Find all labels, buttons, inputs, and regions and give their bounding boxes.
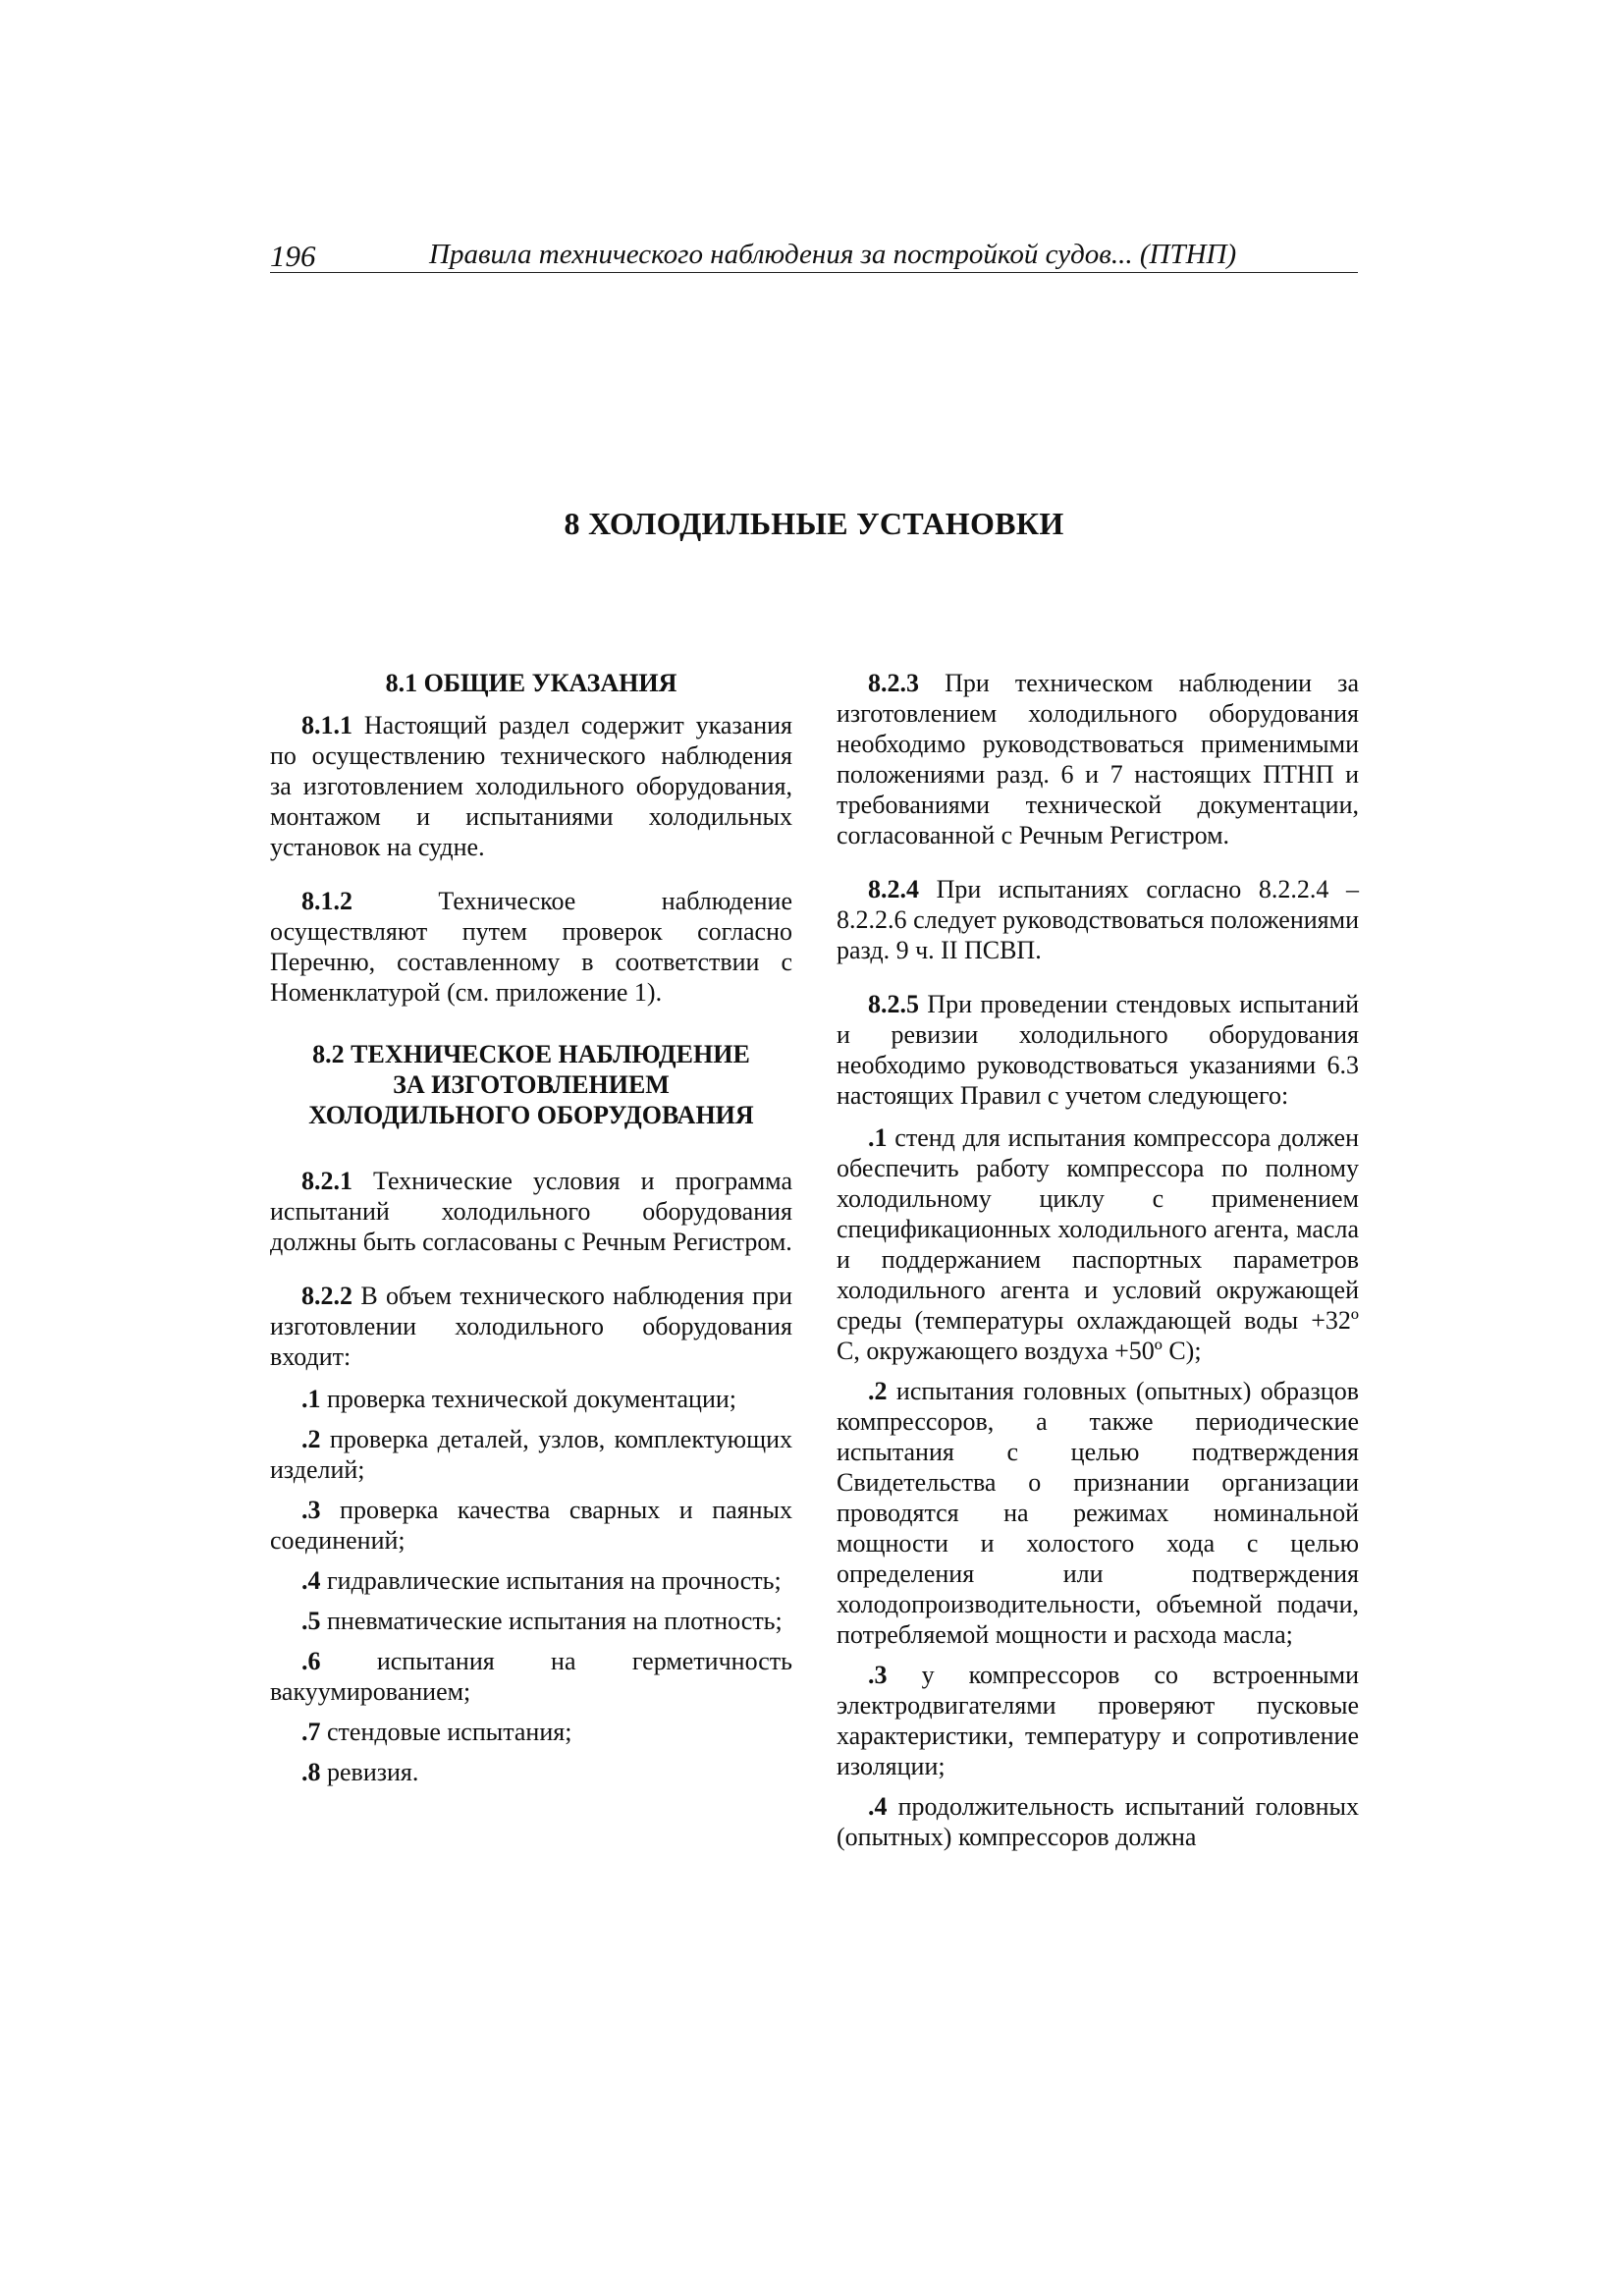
item-text: испытания на герметичность вакуумированием; [270, 1647, 792, 1706]
list-item [270, 1565, 792, 1596]
item-number: .3 [868, 1661, 888, 1689]
list-item [270, 1606, 792, 1636]
item-text: ревизия. [320, 1758, 419, 1786]
list-item [270, 1757, 792, 1787]
list-item [270, 1495, 792, 1556]
item-number: .2 [301, 1425, 321, 1453]
clause-text: Настоящий раздел содержит указания по осуществлению технического наблюдения за изготовлением холодильного оборудования, монтажом и испытаниями холодильных установок на судне. [270, 711, 792, 861]
item-number: .6 [301, 1647, 321, 1675]
list-item [837, 1791, 1359, 1852]
section-heading-8-2 [270, 1039, 792, 1130]
clause-number: 8.2.4 [868, 875, 919, 903]
item-number: .4 [301, 1566, 321, 1595]
heading-line: ЗА ИЗГОТОВЛЕНИЕМ [393, 1070, 670, 1099]
clause-number: 8.2.3 [868, 669, 919, 697]
clause-text: Технические условия и программа испытаний холодильного оборудования должны быть согласованы с Речным Регистром. [270, 1167, 792, 1256]
list-item [837, 1660, 1359, 1781]
page-header [270, 239, 1358, 273]
item-text: продолжительность испытаний головных (опытных) компрессоров должна [837, 1792, 1359, 1851]
item-number: .4 [868, 1792, 888, 1821]
item-text: у компрессоров со встроенными электродвигателями проверяют пусковые характеристики, температуру и сопротивление изоляции; [837, 1661, 1359, 1780]
paragraph-8-2-4 [837, 874, 1359, 965]
list-item [837, 1376, 1359, 1650]
list-item [270, 1646, 792, 1707]
item-text: проверка качества сварных и паяных соединений; [270, 1496, 792, 1555]
clause-number: 8.2.5 [868, 990, 919, 1018]
clause-text: Техническое наблюдение осуществляют путем проверок согласно Перечню, составленному в соответствии с Номенклатурой (см. приложение 1). [270, 887, 792, 1007]
list-item [837, 1122, 1359, 1366]
running-title: Правила технического наблюдения за постройкой судов... (ПТНП) [429, 239, 1237, 270]
section-heading-8-1: 8.1 ОБЩИЕ УКАЗАНИЯ [385, 669, 677, 697]
item-number: .5 [301, 1607, 321, 1635]
item-number: .7 [301, 1718, 321, 1746]
clause-text: При проведении стендовых испытаний и ревизии холодильного оборудования необходимо руководствоваться указаниями 6.3 настоящих Правил с учетом следующего: [837, 990, 1359, 1110]
item-text: проверка технической документации; [320, 1385, 737, 1413]
item-text: проверка деталей, узлов, комплектующих изделий; [270, 1425, 792, 1484]
item-text: стенд для испытания компрессора должен обеспечить работу компрессора по полному холодильному циклу с применением спецификационных холодильного агента, масла и поддержанием паспортных параметров холодильного агента и условий окружающей среды (температуры охлаждающей воды +32º С, окружающего воздуха +50º С); [837, 1123, 1359, 1365]
paragraph-8-1-1 [270, 710, 792, 862]
clause-text: При испытаниях согласно 8.2.2.4 – 8.2.2.6 следует руководствоваться положениями разд. 9 ч. II ПСВП. [837, 875, 1359, 964]
page-number: 196 [270, 239, 316, 273]
item-number: .2 [868, 1377, 888, 1405]
item-number: .1 [301, 1385, 321, 1413]
clause-number: 8.2.1 [301, 1167, 352, 1195]
list-item [270, 1384, 792, 1414]
paragraph-8-2-3 [837, 668, 1359, 850]
paragraph-8-2-5 [837, 989, 1359, 1111]
paragraph-8-2-1 [270, 1166, 792, 1257]
left-column [270, 668, 792, 1797]
item-text: стендовые испытания; [320, 1718, 572, 1746]
right-column [837, 668, 1359, 1862]
clause-number: 8.1.2 [301, 887, 352, 915]
item-number: .1 [868, 1123, 888, 1152]
heading-line: 8.2 ТЕХНИЧЕСКОЕ НАБЛЮДЕНИЕ [312, 1040, 750, 1068]
item-text: гидравлические испытания на прочность; [320, 1566, 782, 1595]
item-text: испытания головных (опытных) образцов компрессоров, а также периодические испытания с целью подтверждения Свидетельства о признании организации проводятся на режимах номинальной мощности и холостого хода с целью определения или подтверждения холодопроизводительности, объемной подачи, потребляемой мощности и расхода масла; [837, 1377, 1359, 1649]
paragraph-8-2-2 [270, 1281, 792, 1372]
list-item [270, 1424, 792, 1485]
item-number: .8 [301, 1758, 321, 1786]
clause-text: При техническом наблюдении за изготовлением холодильного оборудования необходимо руководствоваться применимыми положениями разд. 6 и 7 настоящих ПТНП и требованиями технической документации, согласованной с Речным Регистром. [837, 669, 1359, 849]
clause-text: В объем технического наблюдения при изготовлении холодильного оборудования входит: [270, 1282, 792, 1371]
item-number: .3 [301, 1496, 321, 1524]
paragraph-8-1-2 [270, 886, 792, 1008]
chapter-title: 8 ХОЛОДИЛЬНЫЕ УСТАНОВКИ [564, 506, 1064, 541]
clause-number: 8.1.1 [301, 711, 352, 739]
clause-number: 8.2.2 [301, 1282, 352, 1310]
heading-line: ХОЛОДИЛЬНОГО ОБОРУДОВАНИЯ [308, 1101, 754, 1129]
item-text: пневматические испытания на плотность; [320, 1607, 783, 1635]
list-item [270, 1717, 792, 1747]
